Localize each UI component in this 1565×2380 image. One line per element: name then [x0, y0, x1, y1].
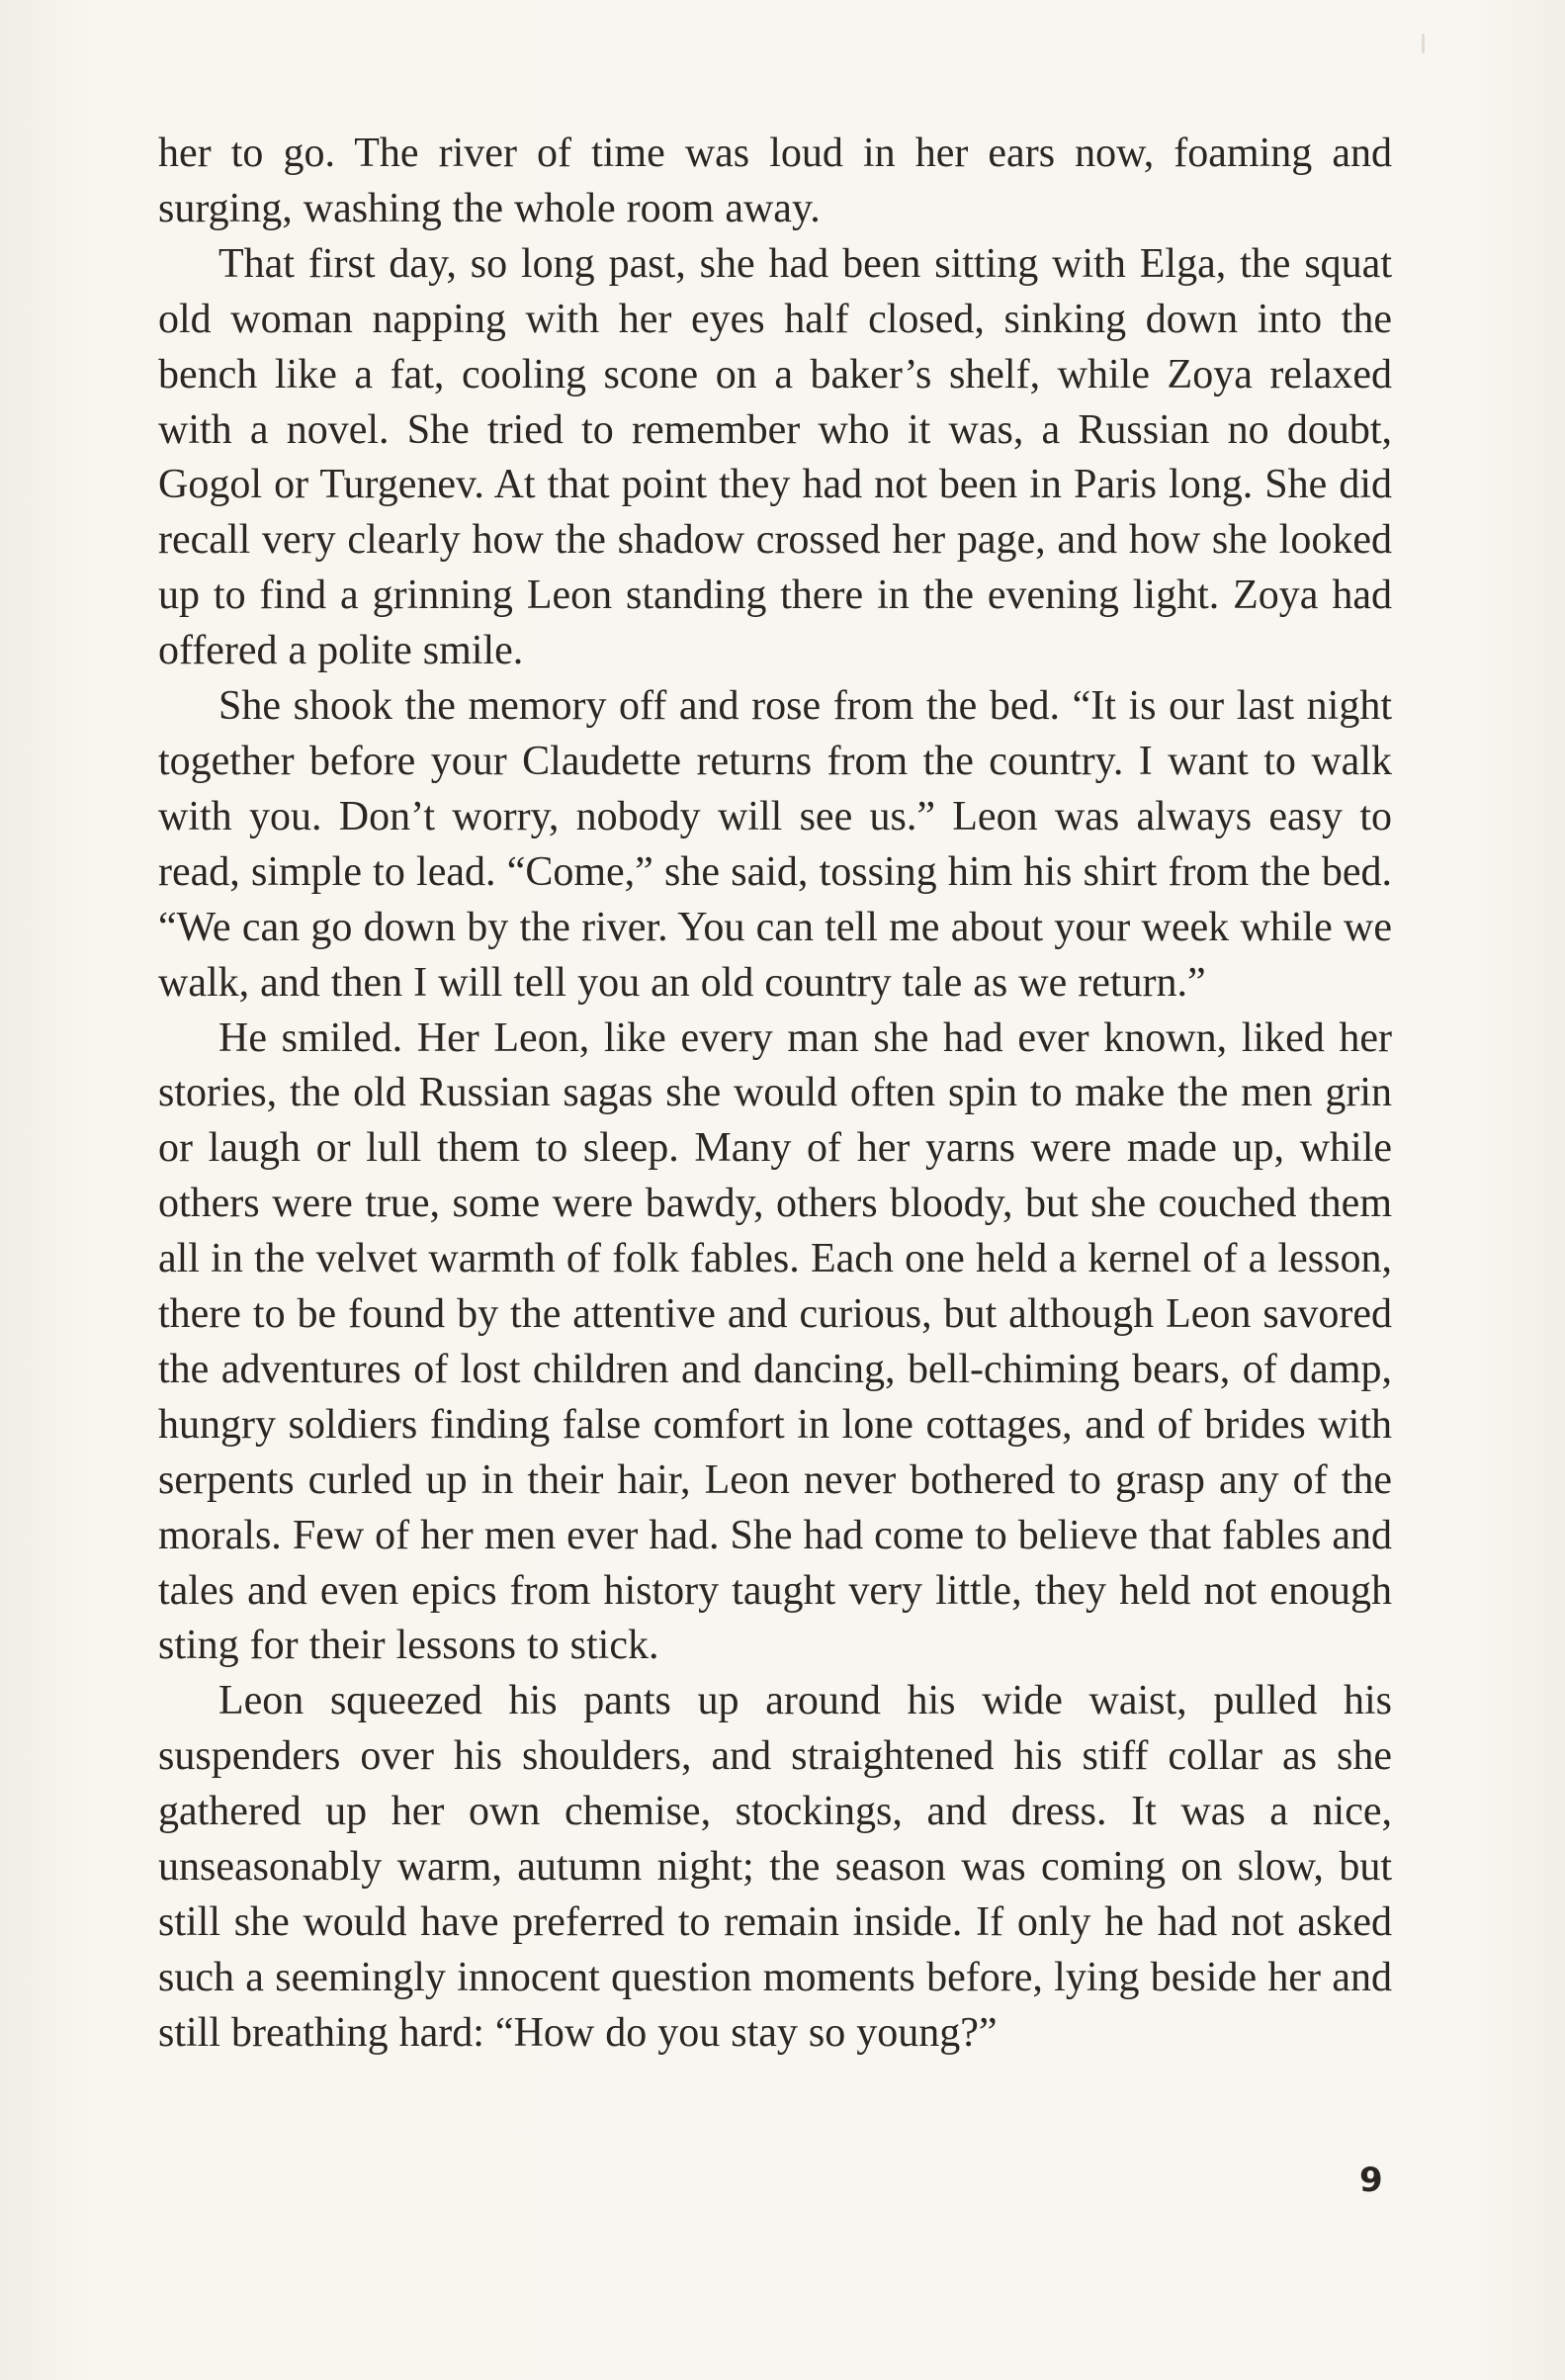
paragraph-5: Leon squeezed his pants up around his wide waist, pulled his suspenders over his shoulders, and straightened his stiff collar as she gathered up her own chemise, stockings, and dress. It was a nice, unseasonably warm, autumn night; the season was coming on slow, but still she would have preferred to remain inside. If only he had not asked such a seemingly innocent question moments before, lying beside her and still breathing hard: “How do you stay so young?” [158, 1678, 1392, 2056]
paragraph-1: her to go. The river of time was loud in her ears now, foaming and surging, washing the whole room away. [158, 131, 1392, 231]
page-number: 9 [1359, 2160, 1383, 2200]
paragraph-4: He smiled. Her Leon, like every man she had ever known, liked her stories, the old Russian sagas she would often spin to make the men grin or laugh or lull them to sleep. Many of her yarns were made up, while others were true, some were bawdy, others bloody, but she couched them all in the velvet warmth of folk fables. Each one held a kernel of a lesson, there to be found by the attentive and curious, but although Leon savored the adventures of lost children and dancing, bell-chiming bears, of damp, hungry soldiers finding false comfort in lone cottages, and of brides with serpents curled up in their hair, Leon never bothered to grasp any of the morals. Few of her men ever had. She had come to believe that fables and tales and even epics from history taught very little, they held not enough sting for their lessons to stick. [158, 1014, 1392, 1669]
page-speck [1422, 34, 1425, 53]
paragraph-3: She shook the memory off and rose from the bed. “It is our last night together before your Claudette returns from the country. I want to walk with you. Don’t worry, nobody will see us.” Leon was always easy to read, simple to lead. “Come,” she said, tossing him his shirt from the bed. “We can go down by the river. You can tell me about your week while we walk, and then I will tell you an old country tale as we return.” [158, 683, 1392, 1006]
paragraph-2: That first day, so long past, she had been sitting with Elga, the squat old woman napping with her eyes half closed, sinking down into the bench like a fat, cooling scone on a baker’s shelf, while Zoya relaxed with a novel. She tried to remember who it was, a Russian no doubt, Gogol or Turgenev. At that point they had not been in Paris long. She did recall very clearly how the shadow crossed her page, and how she looked up to find a grinning Leon standing there in the evening light. Zoya had offered a polite smile. [158, 240, 1392, 674]
body-text [158, 127, 1392, 2062]
